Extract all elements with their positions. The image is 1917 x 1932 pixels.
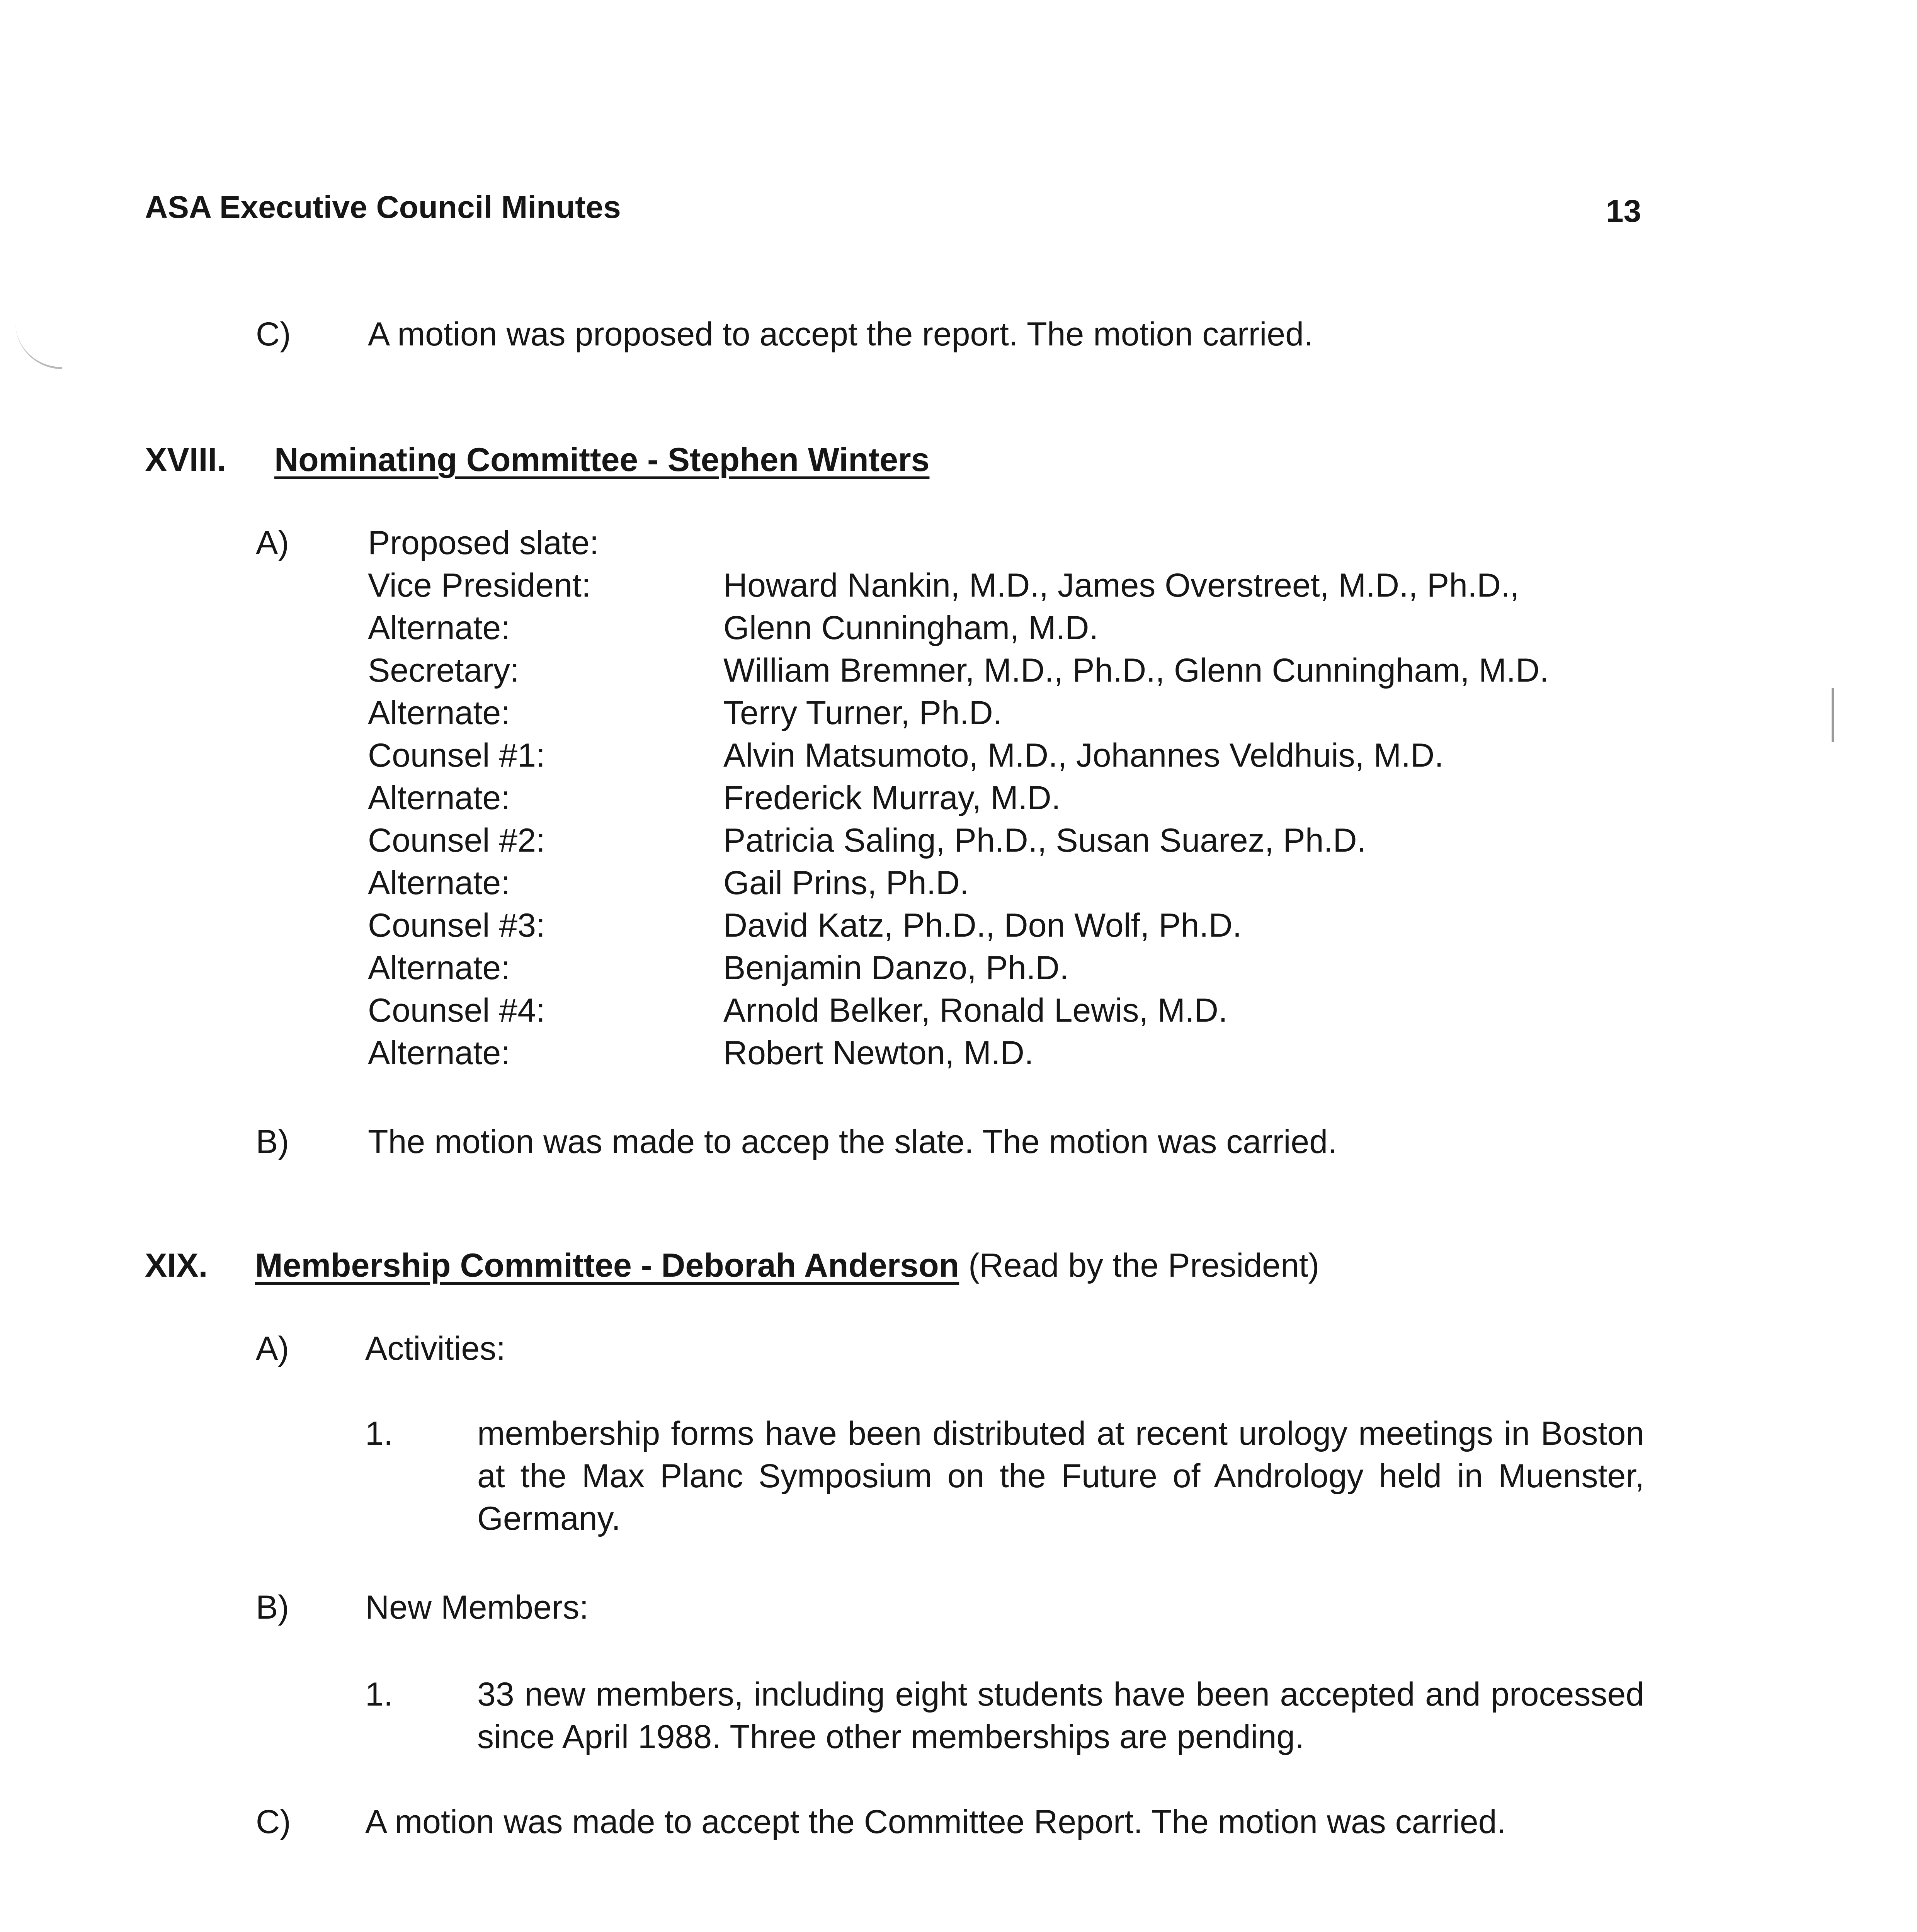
slate-role: Alternate: bbox=[368, 694, 510, 731]
slate-nominees: Howard Nankin, M.D., James Overstreet, M.D., Ph.D., bbox=[723, 567, 1519, 604]
slate-role: Counsel #1: bbox=[368, 737, 545, 774]
scan-mark bbox=[15, 298, 62, 369]
slate-role: Alternate: bbox=[368, 864, 510, 901]
slate-row bbox=[368, 819, 1682, 862]
list-number: 1. bbox=[365, 1415, 393, 1452]
slate-nominees: Glenn Cunningham, M.D. bbox=[723, 609, 1099, 646]
item-text: New Members: bbox=[365, 1589, 589, 1626]
slate-nominees: Arnold Belker, Ronald Lewis, M.D. bbox=[723, 992, 1228, 1029]
item-label: B) bbox=[256, 1589, 289, 1626]
section-heading: Nominating Committee - Stephen Winters bbox=[274, 441, 930, 478]
section-numeral: XIX. bbox=[145, 1247, 208, 1284]
slate-nominees: Alvin Matsumoto, M.D., Johannes Veldhuis, M.D. bbox=[723, 737, 1444, 774]
section-numeral bbox=[141, 1930, 195, 1932]
slate-nominees: Gail Prins, Ph.D. bbox=[723, 864, 969, 901]
proposed-slate-table bbox=[368, 564, 1682, 1074]
item-text: A motion was made to accept the Committee Report. The motion was carried. bbox=[365, 1803, 1506, 1840]
slate-intro: Proposed slate: bbox=[368, 524, 599, 561]
item-text: Activities: bbox=[365, 1330, 506, 1367]
slate-row bbox=[368, 947, 1682, 989]
slate-role: Alternate: bbox=[368, 779, 510, 816]
list-number: 1. bbox=[365, 1676, 393, 1713]
slate-row bbox=[368, 989, 1682, 1032]
section-heading-note: (Read by the President) bbox=[968, 1247, 1320, 1284]
slate-nominees: William Bremner, M.D., Ph.D., Glenn Cunningham, M.D. bbox=[723, 652, 1549, 689]
slate-nominees: Frederick Murray, M.D. bbox=[723, 779, 1061, 816]
section-numeral: XVIII. bbox=[145, 441, 226, 478]
slate-role: Alternate: bbox=[368, 1034, 510, 1071]
scan-mark bbox=[1832, 688, 1834, 742]
slate-nominees: Terry Turner, Ph.D. bbox=[723, 694, 1002, 731]
slate-nominees: Patricia Saling, Ph.D., Susan Suarez, Ph.D. bbox=[723, 822, 1366, 859]
slate-role: Counsel #3: bbox=[368, 907, 545, 944]
list-item-text: membership forms have been distributed at recent urology meetings in Boston at the Max Planc Symposium on the Future of Andrology held in Muenster, Germany. bbox=[477, 1415, 1644, 1537]
slate-role: Alternate: bbox=[368, 609, 510, 646]
page-number: 13 bbox=[1606, 194, 1641, 229]
slate-role: Secretary: bbox=[368, 652, 519, 689]
item-label: C) bbox=[256, 316, 291, 353]
item-label: C) bbox=[256, 1803, 291, 1840]
slate-row bbox=[368, 692, 1682, 734]
slate-role: Alternate: bbox=[368, 949, 510, 986]
slate-row bbox=[368, 862, 1682, 904]
slate-role: Vice President: bbox=[368, 567, 591, 604]
item-text: A motion was proposed to accept the report. The motion carried. bbox=[368, 316, 1313, 353]
item-label: A) bbox=[256, 524, 289, 561]
slate-row bbox=[368, 777, 1682, 819]
item-text: The motion was made to accep the slate. The motion was carried. bbox=[368, 1123, 1337, 1160]
slate-nominees: Robert Newton, M.D. bbox=[723, 1034, 1034, 1071]
slate-row bbox=[368, 1032, 1682, 1074]
slate-nominees: David Katz, Ph.D., Don Wolf, Ph.D. bbox=[723, 907, 1242, 944]
section-heading: Membership Committee - Deborah Anderson bbox=[255, 1247, 959, 1284]
section-heading-line bbox=[255, 1244, 1319, 1287]
slate-row bbox=[368, 734, 1682, 777]
slate-role: Counsel #2: bbox=[368, 822, 545, 859]
section-heading bbox=[253, 1930, 852, 1932]
item-label: A) bbox=[256, 1330, 289, 1367]
document-title: ASA Executive Council Minutes bbox=[145, 190, 621, 225]
slate-role: Counsel #4: bbox=[368, 992, 545, 1029]
item-label: B) bbox=[256, 1123, 289, 1160]
slate-row bbox=[368, 607, 1682, 649]
list-item-text: 33 new members, including eight students have been accepted and processed since April 1988. Three other memberships are pending. bbox=[477, 1676, 1644, 1755]
slate-nominees: Benjamin Danzo, Ph.D. bbox=[723, 949, 1069, 986]
slate-row bbox=[368, 649, 1682, 692]
slate-row bbox=[368, 904, 1682, 947]
slate-row bbox=[368, 564, 1682, 607]
